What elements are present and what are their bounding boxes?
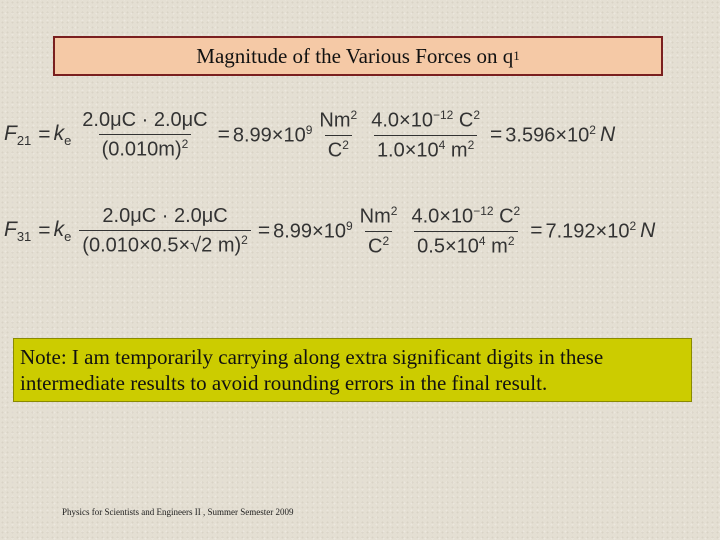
result-value: $3.596\times 10^2$ bbox=[505, 122, 596, 147]
equals-sign: = bbox=[490, 123, 503, 146]
unit-fraction bbox=[357, 204, 401, 258]
constant-value: $8.99\times 10^9$ bbox=[273, 218, 353, 243]
result-unit: N bbox=[640, 219, 656, 242]
equals-sign: = bbox=[530, 219, 543, 242]
fraction-denominator: $(0.010m)^2$ bbox=[99, 134, 192, 162]
equals-sign: = bbox=[38, 123, 51, 146]
fraction-denominator: $1.0\times 10^4$ $m^2$ bbox=[374, 135, 477, 163]
fraction-denominator: $C^2$ bbox=[325, 135, 352, 163]
result-value: $7.192\times 10^2$ bbox=[545, 218, 637, 243]
constant-value: $8.99\times 10^9$ bbox=[232, 122, 313, 147]
value-fraction bbox=[408, 204, 523, 258]
equation-lhs: $F_{21}$ bbox=[4, 121, 32, 149]
coulomb-constant: $k_e$ bbox=[53, 217, 72, 245]
result-unit: N bbox=[599, 123, 616, 146]
fraction-denominator: $0.5\times 10^4$ $m^2$ bbox=[414, 231, 517, 259]
charge-fraction bbox=[79, 205, 251, 258]
value-fraction bbox=[368, 108, 483, 162]
unit-fraction bbox=[316, 108, 360, 162]
fraction-numerator: $4.0\times 10^{-12}$ $C^2$ bbox=[411, 203, 521, 228]
equals-sign: = bbox=[257, 219, 271, 242]
fraction-numerator: Nm$^2$ bbox=[359, 203, 398, 228]
equals-sign: = bbox=[38, 219, 51, 242]
equation-f31 bbox=[4, 196, 704, 266]
equals-sign: = bbox=[217, 123, 230, 146]
slide-title bbox=[53, 36, 663, 76]
equation-f21 bbox=[4, 100, 704, 170]
charge-fraction bbox=[79, 109, 210, 162]
equation-lhs: $F_{31}$ bbox=[4, 217, 32, 245]
fraction-denominator: $C^2$ bbox=[365, 231, 392, 259]
fraction-numerator: $4.0\times 10^{-12}$ $C^2$ bbox=[371, 107, 480, 132]
slide-title-subscript: 1 bbox=[513, 48, 520, 63]
footer-text: Physics for Scientists and Engineers II , Summer Semester 2009 bbox=[62, 507, 294, 517]
slide-title-text: Magnitude of the Various Forces on q bbox=[196, 43, 514, 68]
fraction-numerator: 2.0μC · 2.0μC bbox=[102, 204, 228, 227]
note-box: Note: I am temporarily carrying along extra significant digits in these intermediate results to avoid rounding errors in the final result. bbox=[13, 338, 692, 402]
coulomb-constant: $k_e$ bbox=[53, 121, 72, 149]
fraction-denominator: (0.010×0.5×√2 m)$^2$ bbox=[79, 230, 251, 258]
fraction-numerator: Nm$^2$ bbox=[319, 107, 358, 132]
fraction-numerator: 2.0μC · 2.0μC bbox=[82, 108, 208, 131]
